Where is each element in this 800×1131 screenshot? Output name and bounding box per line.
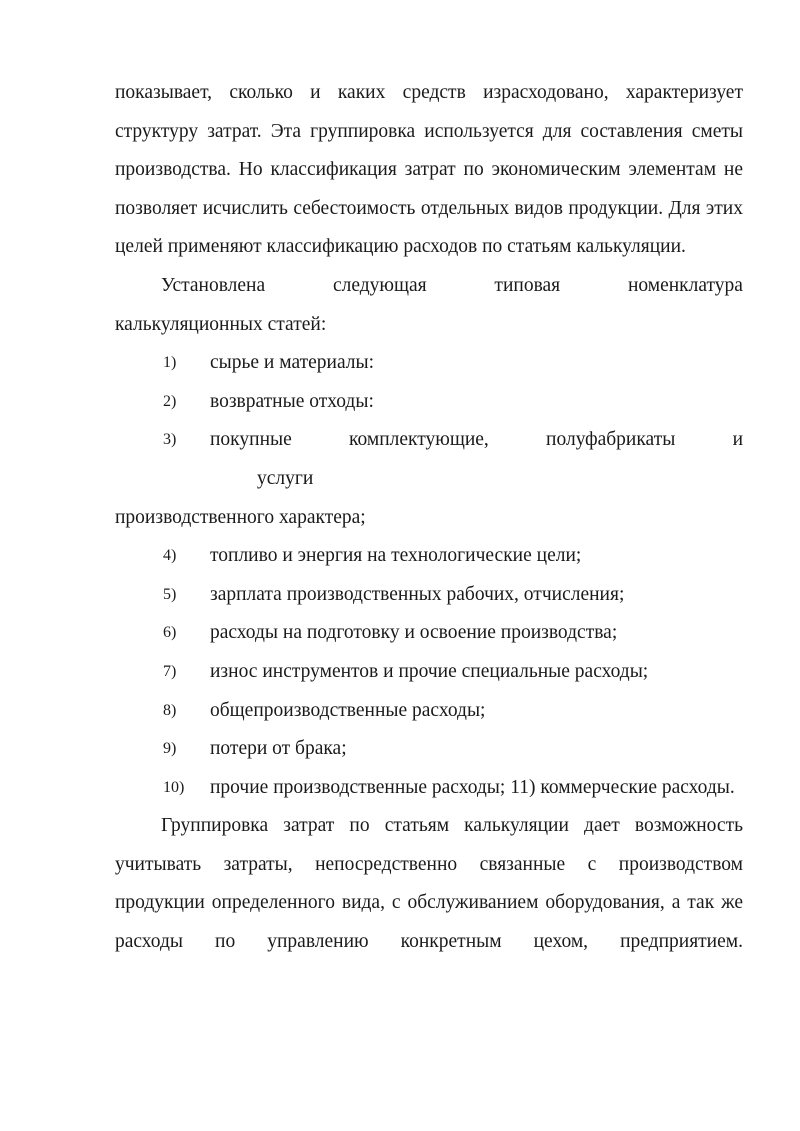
list-item <box>115 730 743 769</box>
list-number: 4) <box>163 547 177 565</box>
list-item <box>115 576 743 615</box>
list-item-text: общепроизводственные расходы; <box>210 699 486 721</box>
paragraph-economic-elements: показывает, сколько и каких средств израсходовано, характеризует структуру затрат. Эта группировка используется для составления сметы производства. Но классификация затрат по экономическим элементам не позволяет исчислить себестоимость отдельных видов продукции. Для этих целей применяют классификацию расходов по статьям калькуляции. <box>115 82 743 258</box>
list-item <box>115 383 743 422</box>
list-item-text: топливо и энергия на технологические цели; <box>210 545 582 567</box>
list-item-text: сырье и материалы: <box>210 352 375 374</box>
list-number: 3) <box>163 431 177 449</box>
list-item-text: износ инструментов и прочие специальные расходы; <box>210 660 649 682</box>
paragraph-cost-grouping: Группировка затрат по статьям калькуляции дает возможность учитывать затраты, непосредственно связанные с производством продукции определенного вида, с обслуживанием оборудования, а так же расходы по управлению конкретным цехом, предприятием. <box>115 815 743 953</box>
paragraph-nomenclature-intro <box>115 267 743 344</box>
list-item <box>115 692 743 731</box>
list-item-line <box>210 421 743 460</box>
list-item <box>115 344 743 383</box>
list-item-text: прочие производственные расходы; 11) коммерческие расходы. <box>210 776 735 798</box>
list-item <box>115 421 743 460</box>
list-item-overflow-line: производственного характера; <box>115 506 366 528</box>
list-item-text: расходы на подготовку и освоение производства; <box>210 622 618 644</box>
word: комплектующие, <box>349 429 489 451</box>
word: типовая <box>494 274 561 296</box>
word: покупные <box>210 429 292 451</box>
word: и <box>732 429 743 451</box>
list-item <box>115 614 743 653</box>
list-item-text: зарплата производственных рабочих, отчисления; <box>210 583 625 605</box>
list-number: 1) <box>163 354 177 372</box>
list-number: 9) <box>163 740 177 758</box>
list-number: 5) <box>163 585 177 603</box>
list-number: 6) <box>163 624 177 642</box>
list-item-continuation: услуги <box>257 467 314 489</box>
list-number: 2) <box>163 392 177 410</box>
list-number: 8) <box>163 701 177 719</box>
list-item <box>115 537 743 576</box>
document-body <box>115 74 743 962</box>
word: полуфабрикаты <box>546 429 676 451</box>
list-item-text: потери от брака; <box>210 738 347 760</box>
list-item <box>115 769 743 808</box>
nomenclature-intro-line <box>115 267 743 306</box>
word: следующая <box>332 274 427 296</box>
word: Установлена <box>161 274 266 296</box>
list-item-text <box>210 421 743 460</box>
list-number: 7) <box>163 662 177 680</box>
list-item <box>115 653 743 692</box>
list-number: 10) <box>163 778 185 796</box>
nomenclature-intro-line-2: калькуляционных статей: <box>115 313 327 335</box>
list-item-text: возвратные отходы: <box>210 390 374 412</box>
word: номенклатура <box>627 274 743 296</box>
